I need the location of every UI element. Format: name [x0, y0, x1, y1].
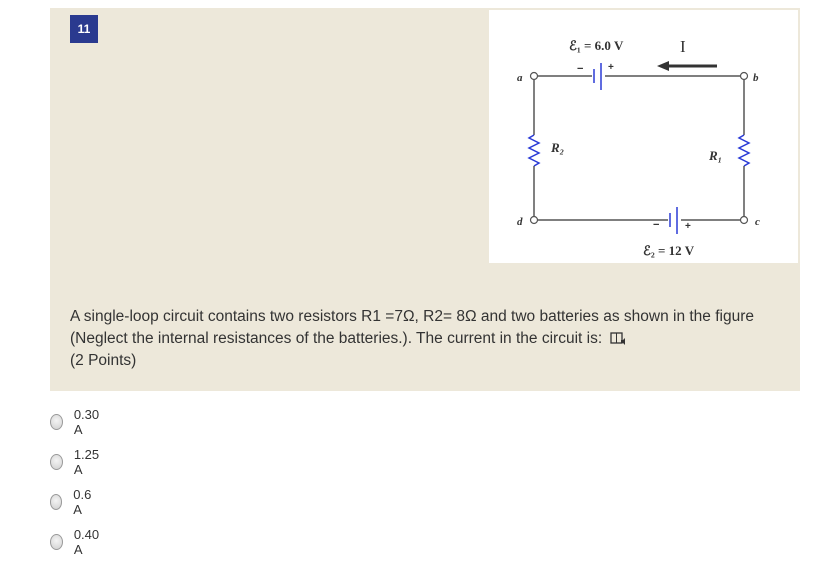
- current-arrow-head: [657, 61, 669, 71]
- question-text: [70, 306, 785, 372]
- emf2-label: ℰ₂ = 12 V: [643, 243, 695, 258]
- question-points: (2 Points): [70, 352, 137, 369]
- option-label: 0.30 A: [73, 407, 100, 437]
- terminal-b: [741, 73, 748, 80]
- radio-button[interactable]: [50, 494, 62, 510]
- terminal-a: [531, 73, 538, 80]
- option-label: 0.6 A: [73, 487, 92, 517]
- battery2-minus-sign: −: [653, 219, 660, 231]
- r2-label: R₂: [551, 140, 565, 155]
- question-card: [50, 8, 800, 391]
- battery1-plus-sign: +: [608, 62, 614, 73]
- radio-button[interactable]: [50, 534, 63, 550]
- battery1-minus-sign: −: [577, 63, 584, 75]
- option-0-40-a[interactable]: [50, 527, 102, 557]
- emf1-label: ℰ₁ = 6.0 V: [569, 38, 624, 53]
- node-a-label: a: [517, 72, 523, 84]
- radio-button[interactable]: [50, 414, 63, 430]
- question-number-badge: 11: [70, 15, 98, 43]
- current-label: I: [680, 37, 686, 56]
- option-0-30-a[interactable]: [50, 407, 102, 437]
- node-b-label: b: [753, 72, 759, 84]
- resistor-r2: [529, 135, 539, 166]
- terminal-c: [741, 217, 748, 224]
- battery2-plus-sign: +: [685, 221, 691, 232]
- option-label: 0.40 A: [73, 527, 100, 557]
- r1-label: R₁: [709, 148, 723, 163]
- question-body: A single-loop circuit contains two resistors R1 =7Ω, R2= 8Ω and two batteries as shown in the figure (Neglect the internal resistances of the batteries.). The current in the circuit is:: [70, 308, 754, 347]
- circuit-diagram: [489, 10, 798, 263]
- circuit-figure: [489, 10, 798, 263]
- option-0-6-a[interactable]: [50, 487, 95, 517]
- resistor-r1: [739, 135, 749, 166]
- radio-button[interactable]: [50, 454, 63, 470]
- option-1-25-a[interactable]: [50, 447, 102, 477]
- node-d-label: d: [517, 216, 523, 228]
- immersive-reader-icon[interactable]: [610, 332, 628, 346]
- terminal-d: [531, 217, 538, 224]
- option-label: 1.25 A: [73, 447, 100, 477]
- node-c-label: c: [755, 216, 760, 228]
